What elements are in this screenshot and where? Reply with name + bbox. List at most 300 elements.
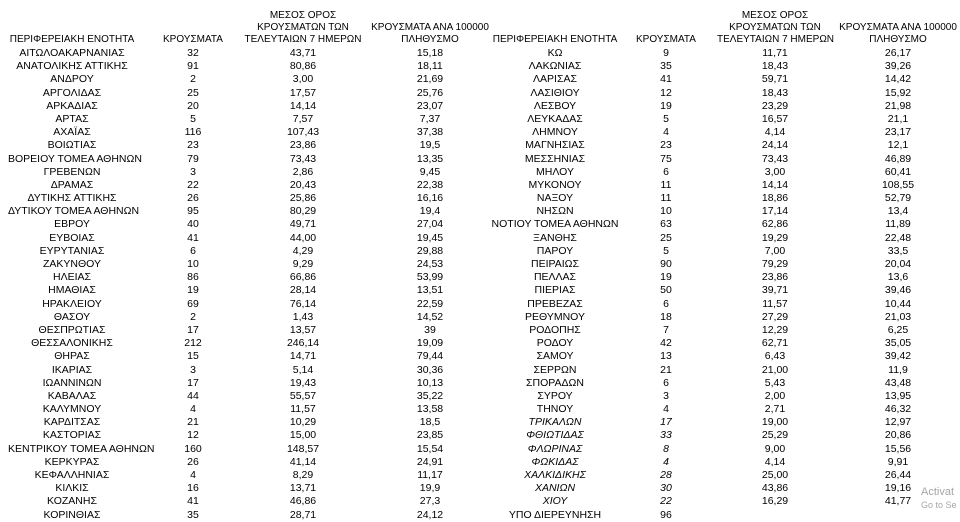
left-region-cell: ΚΕΦΑΛΛΗΝΙΑΣ	[34, 469, 110, 481]
table-row	[0, 100, 960, 113]
right-region-cell: ΛΑΣΙΘΙΟΥ	[530, 86, 580, 99]
right-avg-cell: 14,14	[761, 178, 789, 191]
right-cases-cell: 5	[663, 244, 669, 257]
right-avg-cell: 16,29	[761, 495, 789, 508]
table-row	[0, 232, 960, 245]
left-cases-cell: 10	[187, 258, 199, 270]
right-avg-cell: 19,29	[761, 231, 789, 244]
right-cases-cell: 28	[660, 469, 672, 481]
right-per100k-cell: 60,41	[884, 165, 912, 178]
right-avg-cell: 73,43	[761, 152, 789, 165]
left-avg-cell: 76,14	[289, 297, 317, 310]
left-cases-cell: 4	[190, 403, 196, 416]
left-region-cell: ΘΑΣΟΥ	[53, 310, 91, 323]
right-cases-cell: 17	[660, 416, 672, 429]
right-cases-cell: 11	[660, 192, 672, 205]
left-avg-cell: 2,86	[292, 165, 314, 178]
right-avg-cell: 27,29	[761, 310, 789, 323]
left-per100k-cell: 23,85	[416, 429, 444, 442]
left-cases-cell: 91	[187, 60, 199, 73]
header-cases-right: ΚΡΟΥΣΜΑΤΑ	[636, 34, 696, 45]
table-row	[0, 390, 960, 403]
right-per100k-cell: 26,44	[884, 469, 912, 481]
right-cases-cell: 4	[663, 455, 669, 468]
left-avg-cell: 14,14	[289, 99, 317, 112]
right-per100k-cell: 35,05	[884, 337, 912, 350]
left-region-cell: ΑΝΔΡΟΥ	[50, 73, 94, 86]
left-per100k-cell: 37,38	[416, 126, 444, 139]
left-per100k-cell: 13,58	[416, 403, 444, 416]
right-cases-cell: 7	[663, 323, 669, 336]
left-per100k-cell: 15,54	[416, 442, 444, 455]
right-per100k-cell: 39,26	[884, 60, 912, 73]
right-region-cell: ΝΟΤΙΟΥ ΤΟΜΕΑ ΑΘΗΝΩΝ	[491, 218, 619, 231]
left-avg-cell: 43,71	[289, 47, 317, 59]
table-row	[0, 429, 960, 442]
right-region-cell: ΜΥΚΟΝΟΥ	[528, 178, 582, 191]
right-avg-cell: 16,57	[761, 112, 789, 125]
left-avg-cell: 66,86	[289, 271, 317, 284]
right-avg-cell: 12,29	[761, 323, 789, 336]
table-row	[0, 364, 960, 377]
table-row	[0, 482, 960, 495]
right-cases-cell: 22	[660, 495, 672, 508]
left-region-cell: ΕΥΡΥΤΑΝΙΑΣ	[39, 244, 105, 257]
right-cases-cell: 18	[660, 310, 672, 323]
left-region-cell: ΚΟΖΑΝΗΣ	[47, 495, 97, 508]
right-cases-cell: 35	[660, 60, 672, 73]
left-region-cell: ΕΥΒΟΙΑΣ	[49, 231, 95, 244]
table-row	[0, 271, 960, 284]
table-row	[0, 298, 960, 311]
left-cases-cell: 2	[190, 73, 196, 86]
left-per100k-cell: 24,91	[416, 455, 444, 468]
right-avg-cell: 25,00	[761, 469, 789, 481]
left-cases-cell: 86	[187, 271, 199, 284]
right-region-cell: ΧΙΟΥ	[542, 495, 568, 508]
left-region-cell: ΕΒΡΟΥ	[54, 218, 90, 231]
right-avg-cell: 3,00	[764, 165, 786, 178]
right-per100k-cell: 41,77	[884, 495, 912, 508]
left-region-cell: ΗΜΑΘΙΑΣ	[48, 284, 96, 297]
left-per100k-cell: 19,09	[416, 337, 444, 350]
left-per100k-cell: 79,44	[416, 350, 444, 363]
left-cases-cell: 23	[187, 139, 199, 152]
header-avg-left: ΜΕΣΟΣ ΟΡΟΣ ΚΡΟΥΣΜΑΤΩΝ ΤΩΝ ΤΕΛΕΥΤΑΙΩΝ 7 ΗΜΕΡΩΝ	[244, 10, 362, 45]
right-avg-cell: 7,00	[764, 244, 786, 257]
left-avg-cell: 46,86	[289, 495, 317, 508]
left-avg-cell: 148,57	[286, 442, 320, 455]
left-avg-cell: 73,43	[289, 152, 317, 165]
table-row	[0, 350, 960, 363]
table-row	[0, 258, 960, 271]
table-row	[0, 47, 960, 60]
left-per100k-cell: 25,76	[416, 86, 444, 99]
right-avg-cell: 2,00	[764, 389, 786, 402]
right-avg-cell: 11,57	[762, 297, 788, 310]
right-region-cell: ΛΗΜΝΟΥ	[532, 126, 578, 139]
right-avg-cell: 11,71	[762, 47, 788, 59]
right-per100k-cell: 12,1	[887, 139, 909, 152]
left-cases-cell: 40	[187, 218, 199, 231]
left-per100k-cell: 14,52	[416, 310, 444, 323]
left-per100k-cell: 24,53	[416, 258, 444, 270]
left-region-cell: ΘΗΡΑΣ	[54, 350, 90, 363]
right-per100k-cell: 21,1	[887, 112, 909, 125]
left-region-cell: ΚΕΡΚΥΡΑΣ	[44, 455, 100, 468]
left-region-cell: ΘΕΣΠΡΩΤΙΑΣ	[38, 323, 106, 336]
right-cases-cell: 23	[660, 139, 672, 152]
table-row	[0, 179, 960, 192]
right-avg-cell: 39,71	[761, 284, 789, 297]
left-per100k-cell: 19,9	[419, 482, 441, 495]
right-cases-cell: 63	[660, 218, 672, 231]
left-per100k-cell: 15,18	[416, 47, 444, 59]
left-region-cell: ΑΡΓΟΛΙΔΑΣ	[42, 86, 102, 99]
left-per100k-cell: 24,12	[416, 508, 444, 521]
left-cases-cell: 32	[187, 47, 199, 59]
right-per100k-cell: 9,91	[887, 455, 909, 468]
left-per100k-cell: 18,11	[417, 60, 443, 73]
right-cases-cell: 6	[663, 297, 669, 310]
left-region-cell: ΑΧΑΪΑΣ	[53, 126, 91, 139]
right-region-cell: ΞΑΝΘΗΣ	[533, 231, 577, 244]
left-cases-cell: 17	[187, 323, 199, 336]
left-avg-cell: 3,00	[292, 73, 314, 86]
left-cases-cell: 17	[187, 376, 199, 389]
left-region-cell: ΘΕΣΣΑΛΟΝΙΚΗΣ	[31, 337, 113, 350]
right-cases-cell: 6	[663, 376, 669, 389]
right-region-cell: ΤΗΝΟΥ	[536, 403, 574, 416]
left-cases-cell: 21	[187, 416, 199, 429]
left-cases-cell: 160	[184, 442, 202, 455]
left-per100k-cell: 16,16	[416, 192, 444, 205]
left-region-cell: ΚΙΛΚΙΣ	[55, 482, 89, 495]
table-row	[0, 324, 960, 337]
right-per100k-cell: 52,79	[884, 192, 912, 205]
left-avg-cell: 49,71	[289, 218, 317, 231]
right-per100k-cell: 19,16	[884, 482, 912, 495]
right-per100k-cell: 12,97	[884, 416, 912, 429]
right-per100k-cell: 13,95	[884, 389, 912, 402]
table-header	[0, 0, 960, 47]
right-cases-cell: 5	[663, 112, 669, 125]
table-row	[0, 113, 960, 126]
right-per100k-cell: 14,42	[884, 73, 912, 86]
left-region-cell: ΔΥΤΙΚΟΥ ΤΟΜΕΑ ΑΘΗΝΩΝ	[8, 205, 140, 218]
left-per100k-cell: 21,69	[416, 73, 444, 86]
left-region-cell: ΑΙΤΩΛΟΑΚΑΡΝΑΝΙΑΣ	[19, 47, 125, 59]
left-region-cell: ΗΡΑΚΛΕΙΟΥ	[42, 297, 102, 310]
table-row	[0, 192, 960, 205]
right-cases-cell: 30	[660, 482, 672, 495]
left-cases-cell: 12	[187, 429, 199, 442]
left-region-cell: ΒΟΡΕΙΟΥ ΤΟΜΕΑ ΑΘΗΝΩΝ	[8, 152, 142, 165]
table-row	[0, 456, 960, 469]
left-cases-cell: 15	[187, 350, 199, 363]
right-per100k-cell: 26,17	[884, 47, 912, 59]
left-per100k-cell: 53,99	[416, 271, 444, 284]
left-avg-cell: 25,86	[289, 192, 317, 205]
left-region-cell: ΑΝΑΤΟΛΙΚΗΣ ΑΤΤΙΚΗΣ	[16, 60, 128, 73]
left-region-cell: ΚΑΣΤΟΡΙΑΣ	[42, 429, 102, 442]
left-avg-cell: 10,29	[289, 416, 317, 429]
left-cases-cell: 5	[190, 112, 196, 125]
right-cases-cell: 50	[660, 284, 672, 297]
left-per100k-cell: 13,35	[416, 152, 444, 165]
left-avg-cell: 13,57	[289, 323, 317, 336]
left-avg-cell: 55,57	[289, 389, 317, 402]
right-avg-cell: 79,29	[761, 258, 789, 270]
table-row	[0, 60, 960, 73]
left-cases-cell: 4	[190, 469, 196, 481]
right-region-cell: ΦΘΙΩΤΙΔΑΣ	[526, 429, 584, 442]
left-avg-cell: 80,86	[289, 60, 317, 73]
right-region-cell: ΛΑΚΩΝΙΑΣ	[528, 60, 582, 73]
right-avg-cell: 5,43	[764, 376, 786, 389]
left-per100k-cell: 10,13	[416, 376, 444, 389]
right-avg-cell: 18,43	[761, 86, 789, 99]
right-cases-cell: 41	[660, 73, 672, 86]
left-per100k-cell: 22,59	[416, 297, 444, 310]
left-cases-cell: 116	[184, 126, 202, 139]
left-avg-cell: 19,43	[289, 376, 317, 389]
left-per100k-cell: 29,88	[416, 244, 444, 257]
right-cases-cell: 19	[660, 99, 672, 112]
left-avg-cell: 7,57	[292, 112, 314, 125]
right-cases-cell: 9	[663, 47, 669, 59]
right-region-cell: ΣΑΜΟΥ	[536, 350, 574, 363]
left-per100k-cell: 27,04	[416, 218, 444, 231]
left-region-cell: ΓΡΕΒΕΝΩΝ	[43, 165, 101, 178]
left-region-cell: ΙΩΑΝΝΙΝΩΝ	[42, 376, 102, 389]
left-cases-cell: 26	[187, 192, 199, 205]
left-cases-cell: 25	[187, 86, 199, 99]
table-row	[0, 337, 960, 350]
right-region-cell: ΜΗΛΟΥ	[536, 165, 574, 178]
table-row	[0, 126, 960, 139]
right-per100k-cell: 46,89	[884, 152, 912, 165]
header-per100k-right: ΚΡΟΥΣΜΑΤΑ ΑΝΑ 100000 ΠΛΗΘΥΣΜΟ	[839, 22, 957, 45]
right-avg-cell: 62,71	[761, 337, 789, 350]
header-cases-left: ΚΡΟΥΣΜΑΤΑ	[163, 34, 223, 45]
right-region-cell: ΠΡΕΒΕΖΑΣ	[527, 297, 583, 310]
header-region-right: ΠΕΡΙΦΕΡΕΙΑΚΗ ΕΝΟΤΗΤΑ	[492, 34, 618, 45]
left-cases-cell: 19	[187, 284, 199, 297]
right-avg-cell: 18,43	[761, 60, 789, 73]
left-cases-cell: 26	[187, 455, 199, 468]
header-per100k-left: ΚΡΟΥΣΜΑΤΑ ΑΝΑ 100000 ΠΛΗΘΥΣΜΟ	[371, 22, 489, 45]
right-avg-cell: 43,86	[761, 482, 789, 495]
right-per100k-cell: 21,98	[884, 99, 912, 112]
right-per100k-cell: 10,44	[884, 297, 912, 310]
left-avg-cell: 5,14	[292, 363, 314, 376]
left-cases-cell: 3	[190, 165, 196, 178]
left-cases-cell: 212	[184, 337, 202, 350]
right-avg-cell: 2,71	[764, 403, 786, 416]
right-per100k-cell: 46,32	[884, 403, 912, 416]
right-per100k-cell: 39,42	[884, 350, 912, 363]
left-per100k-cell: 9,45	[419, 165, 441, 178]
left-avg-cell: 28,14	[289, 284, 317, 297]
left-avg-cell: 1,43	[292, 310, 314, 323]
right-region-cell: ΛΑΡΙΣΑΣ	[533, 73, 577, 86]
table-row	[0, 245, 960, 258]
left-avg-cell: 44,00	[289, 231, 317, 244]
right-cases-cell: 8	[663, 442, 669, 455]
left-region-cell: ΚΕΝΤΡΙΚΟΥ ΤΟΜΕΑ ΑΘΗΝΩΝ	[8, 442, 155, 455]
left-avg-cell: 28,71	[289, 508, 317, 521]
right-region-cell: ΧΑΛΚΙΔΙΚΗΣ	[524, 469, 586, 481]
right-avg-cell: 23,29	[761, 99, 789, 112]
table-row	[0, 284, 960, 297]
right-per100k-cell: 13,6	[887, 271, 909, 284]
right-region-cell: ΠΙΕΡΙΑΣ	[534, 284, 576, 297]
activation-watermark-sub: Go to Se	[921, 500, 957, 510]
right-region-cell: ΦΩΚΙΔΑΣ	[531, 455, 579, 468]
left-avg-cell: 20,43	[289, 178, 317, 191]
right-region-cell: ΣΠΟΡΑΔΩΝ	[526, 376, 584, 389]
right-per100k-cell: 20,04	[884, 258, 912, 270]
left-avg-cell: 8,29	[292, 469, 314, 481]
right-avg-cell: 19,00	[761, 416, 789, 429]
table-row	[0, 311, 960, 324]
left-avg-cell: 80,29	[289, 205, 317, 218]
table-row	[0, 205, 960, 218]
left-cases-cell: 6	[190, 244, 196, 257]
table-row	[0, 495, 960, 508]
left-region-cell: ΚΑΡΔΙΤΣΑΣ	[43, 416, 101, 429]
right-cases-cell: 25	[660, 231, 672, 244]
right-avg-cell: 4,14	[764, 126, 786, 139]
left-per100k-cell: 19,4	[419, 205, 441, 218]
left-cases-cell: 3	[190, 363, 196, 376]
left-region-cell: ΗΛΕΙΑΣ	[52, 271, 91, 284]
left-avg-cell: 246,14	[286, 337, 320, 350]
activation-watermark: Activat	[921, 486, 955, 498]
right-avg-cell: 21,00	[761, 363, 789, 376]
right-cases-cell: 11	[660, 178, 672, 191]
right-region-cell: ΧΑΝΙΩΝ	[534, 482, 576, 495]
table-row	[0, 377, 960, 390]
left-per100k-cell: 11,17	[417, 469, 443, 481]
right-per100k-cell: 15,56	[884, 442, 912, 455]
left-per100k-cell: 7,37	[419, 112, 441, 125]
right-per100k-cell: 33,5	[887, 244, 909, 257]
table-row	[0, 87, 960, 100]
right-avg-cell: 4,14	[764, 455, 786, 468]
right-avg-cell: 9,00	[764, 442, 786, 455]
right-cases-cell: 3	[663, 389, 669, 402]
right-cases-cell: 4	[663, 403, 669, 416]
right-avg-cell: 17,14	[761, 205, 789, 218]
left-region-cell: ΚΑΛΥΜΝΟΥ	[42, 403, 102, 416]
table-row	[0, 416, 960, 429]
right-region-cell: ΜΕΣΣΗΝΙΑΣ	[524, 152, 586, 165]
right-region-cell: ΣΥΡΟΥ	[537, 389, 573, 402]
right-avg-cell: 25,29	[761, 429, 789, 442]
left-avg-cell: 17,57	[289, 86, 317, 99]
right-per100k-cell: 23,17	[884, 126, 912, 139]
left-cases-cell: 95	[187, 205, 199, 218]
right-cases-cell: 19	[660, 271, 672, 284]
right-region-cell: ΜΑΓΝΗΣΙΑΣ	[525, 139, 585, 152]
header-avg-right: ΜΕΣΟΣ ΟΡΟΣ ΚΡΟΥΣΜΑΤΩΝ ΤΩΝ ΤΕΛΕΥΤΑΙΩΝ 7 ΗΜΕΡΩΝ	[717, 10, 835, 45]
left-per100k-cell: 13,51	[416, 284, 444, 297]
left-region-cell: ΖΑΚΥΝΘΟΥ	[42, 258, 101, 270]
right-per100k-cell: 11,9	[888, 363, 908, 376]
left-cases-cell: 44	[187, 389, 199, 402]
right-cases-cell: 42	[660, 337, 672, 350]
right-per100k-cell: 15,92	[884, 86, 912, 99]
left-per100k-cell: 27,3	[419, 495, 441, 508]
right-cases-cell: 90	[660, 258, 672, 270]
left-cases-cell: 69	[187, 297, 199, 310]
right-per100k-cell: 22,48	[884, 231, 912, 244]
left-per100k-cell: 35,22	[416, 389, 444, 402]
right-per100k-cell: 11,89	[885, 218, 911, 231]
right-region-cell: ΛΕΥΚΑΔΑΣ	[527, 112, 583, 125]
right-region-cell: ΛΕΣΒΟΥ	[533, 99, 577, 112]
table-row	[0, 509, 960, 522]
left-avg-cell: 107,43	[286, 126, 320, 139]
left-cases-cell: 20	[187, 99, 199, 112]
right-cases-cell: 12	[660, 86, 672, 99]
right-cases-cell: 10	[660, 205, 672, 218]
right-region-cell: ΠΕΙΡΑΙΩΣ	[531, 258, 579, 270]
right-region-cell: ΥΠΟ ΔΙΕΡΕΥΝΗΣΗ	[508, 508, 602, 521]
right-per100k-cell: 6,25	[887, 323, 909, 336]
right-cases-cell: 6	[663, 165, 669, 178]
table-row	[0, 403, 960, 416]
right-avg-cell: 62,86	[761, 218, 789, 231]
left-avg-cell: 9,29	[292, 258, 314, 270]
right-region-cell: ΤΡΙΚΑΛΩΝ	[528, 416, 582, 429]
left-avg-cell: 4,29	[292, 244, 314, 257]
right-region-cell: ΠΑΡΟΥ	[536, 244, 574, 257]
table-row	[0, 218, 960, 231]
left-avg-cell: 41,14	[289, 455, 317, 468]
right-region-cell: ΠΕΛΛΑΣ	[533, 271, 577, 284]
left-region-cell: ΒΟΙΩΤΙΑΣ	[47, 139, 97, 152]
right-cases-cell: 13	[660, 350, 672, 363]
right-cases-cell: 96	[660, 508, 672, 521]
left-cases-cell: 41	[187, 495, 199, 508]
right-region-cell: ΝΑΞΟΥ	[536, 192, 574, 205]
left-cases-cell: 16	[187, 482, 199, 495]
left-per100k-cell: 39	[424, 323, 436, 336]
right-per100k-cell: 13,4	[887, 205, 909, 218]
right-cases-cell: 21	[660, 363, 672, 376]
left-region-cell: ΙΚΑΡΙΑΣ	[51, 363, 93, 376]
right-per100k-cell: 39,46	[884, 284, 912, 297]
right-region-cell: ΡΕΘΥΜΝΟΥ	[524, 310, 585, 323]
left-cases-cell: 22	[187, 178, 199, 191]
right-cases-cell: 33	[660, 429, 672, 442]
left-avg-cell: 23,86	[289, 139, 317, 152]
left-avg-cell: 15,00	[289, 429, 317, 442]
right-region-cell: ΡΟΔΟΠΗΣ	[529, 323, 581, 336]
header-region-left: ΠΕΡΙΦΕΡΕΙΑΚΗ ΕΝΟΤΗΤΑ	[9, 34, 135, 45]
right-cases-cell: 4	[663, 126, 669, 139]
left-per100k-cell: 19,5	[419, 139, 441, 152]
right-region-cell: ΡΟΔΟΥ	[536, 337, 574, 350]
table-row	[0, 139, 960, 152]
left-region-cell: ΑΡΚΑΔΙΑΣ	[46, 99, 98, 112]
left-per100k-cell: 22,38	[416, 178, 444, 191]
right-per100k-cell: 20,86	[884, 429, 912, 442]
left-cases-cell: 2	[190, 310, 196, 323]
